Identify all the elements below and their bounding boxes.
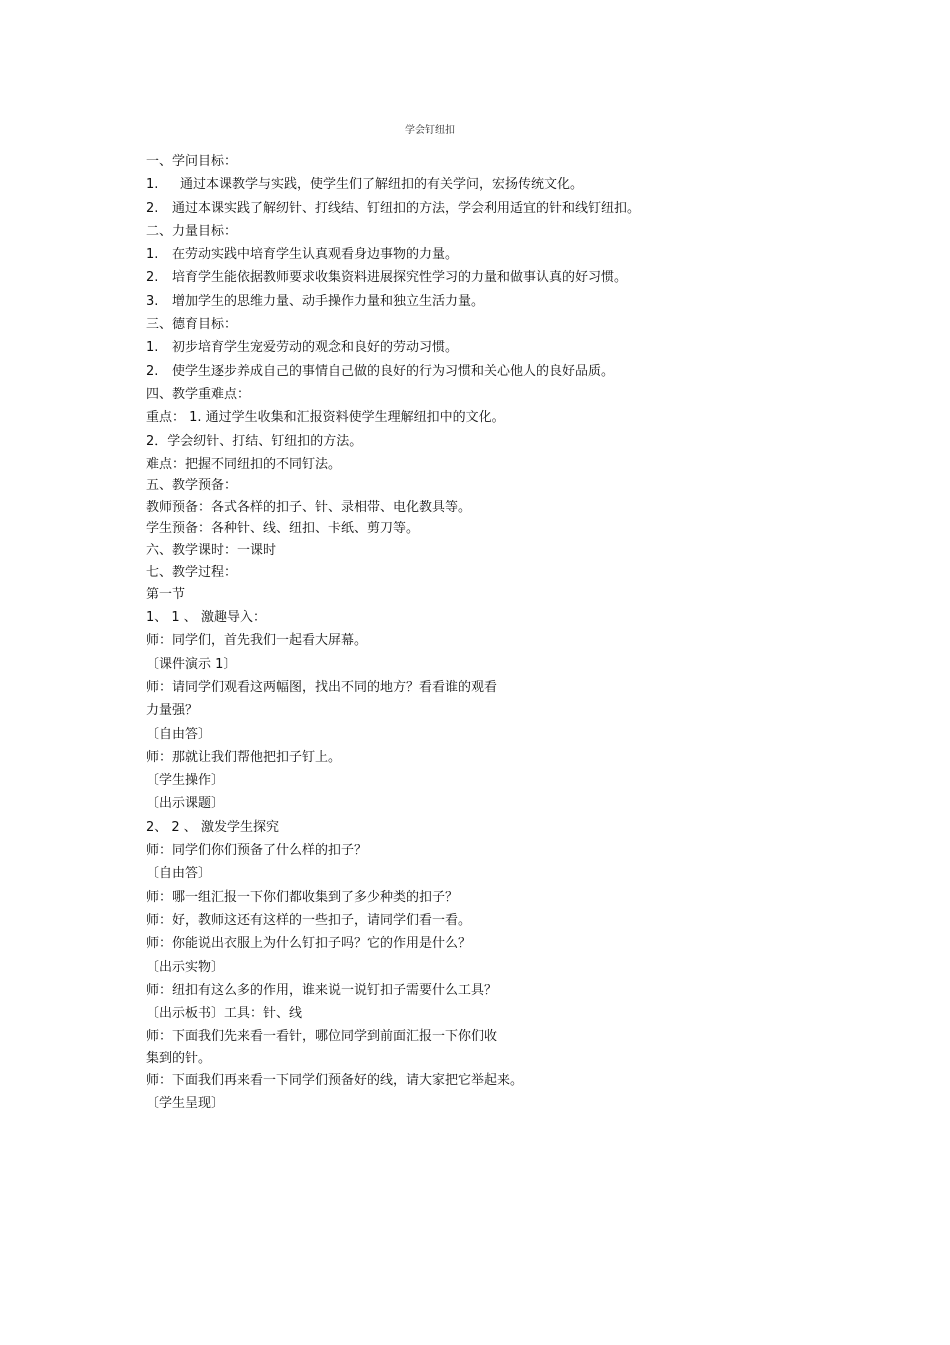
list-item — [146, 197, 786, 220]
list-item — [146, 266, 786, 289]
list-number: 1. — [146, 247, 159, 263]
list-number: 3. — [146, 293, 159, 309]
text-line: 集到的针。 — [146, 1050, 212, 1066]
list-text: 通过本课教学与实践，使学生们了解纽扣的有关学问，宏扬传统文化。 — [180, 177, 584, 193]
text-line: 学生预备：各种针、线、纽扣、卡纸、剪刀等。 — [146, 521, 420, 537]
list-text: 增加学生的思维力量、动手操作力量和独立生活力量。 — [172, 293, 485, 309]
text-line: 〔出示课题〕 — [146, 796, 225, 812]
text-line: 师：你能说出衣服上为什么钉扣子吗？它的作用是什么？ — [146, 936, 472, 952]
list-text: 初步培育学生宠爱劳动的观念和良好的劳动习惯。 — [172, 340, 459, 356]
text-line: 〔学生操作〕 — [146, 773, 225, 789]
text-line: 师：同学们，首先我们一起看大屏幕。 — [146, 633, 368, 649]
list-item — [146, 173, 786, 196]
document-title: 学会钉纽扣 — [405, 125, 455, 136]
text-line: 〔自由答〕 — [146, 726, 212, 742]
text-line: 师：哪一组汇报一下你们都收集到了多少种类的扣子？ — [146, 889, 459, 905]
heading-teaching-process: 七、教学过程： — [146, 564, 238, 580]
list-number: 2. — [146, 200, 159, 216]
list-item — [146, 336, 786, 359]
text-line: 师：下面我们再来看一下同学们预备好的线，请大家把它举起来。 — [146, 1072, 524, 1088]
list-text: 培育学生能依据教师要求收集资料进展探究性学习的力量和做事认真的好习惯。 — [172, 270, 628, 286]
list-item — [146, 243, 786, 266]
text-line: 师：请同学们观看这两幅图，找出不同的地方？看看谁的观看 — [146, 679, 498, 695]
text-line: 〔学生呈现〕 — [146, 1095, 225, 1111]
text-line: 2、 2 、 激发学生探究 — [146, 819, 279, 835]
text-line: 师：那就让我们帮他把扣子钉上。 — [146, 749, 342, 765]
list-number: 1. — [146, 177, 159, 193]
text-line: 〔自由答〕 — [146, 866, 212, 882]
text-line: 重点： 1. 通过学生收集和汇报资料使学生理解纽扣中的文化。 — [146, 410, 505, 426]
text-line: 1、 1 、 激趣导入： — [146, 610, 266, 626]
list-number: 1. — [146, 340, 159, 356]
text-line: 〔课件演示 1〕 — [146, 656, 237, 672]
section-label: 第一节 — [146, 586, 186, 602]
document-body — [146, 150, 786, 1115]
list-number: 2. — [146, 363, 159, 379]
heading-preparation: 五、教学预备： — [146, 478, 238, 494]
list-item — [146, 360, 786, 383]
text-line: 〔出示实物〕 — [146, 959, 225, 975]
text-line: 教师预备：各式各样的扣子、针、录相带、电化教具等。 — [146, 500, 472, 516]
heading-ability-goals: 二、力量目标： — [146, 223, 238, 239]
list-text: 使学生逐步养成自己的事情自己做的良好的行为习惯和关心他人的良好品质。 — [172, 363, 615, 379]
text-line: 师：同学们你们预备了什么样的扣子？ — [146, 843, 368, 859]
text-line: 力量强？ — [146, 703, 199, 719]
text-line: 2．学会纫针、打结、钉纽扣的方法。 — [146, 433, 363, 449]
heading-knowledge-goals: 一、学问目标： — [146, 154, 238, 169]
list-number: 2. — [146, 270, 159, 286]
text-line: 师：纽扣有这么多的作用，谁来说一说钉扣子需要什么工具？ — [146, 982, 498, 998]
list-item — [146, 290, 786, 313]
text-line: 师：下面我们先来看一看针，哪位同学到前面汇报一下你们收 — [146, 1029, 498, 1045]
heading-class-hours: 六、教学课时：一课时 — [146, 543, 277, 559]
text-line: 师：好，教师这还有这样的一些扣子，请同学们看一看。 — [146, 912, 472, 928]
text-line: 〔出示板书〕工具：针、线 — [146, 1006, 303, 1022]
text-line: 难点：把握不同纽扣的不同钉法。 — [146, 456, 342, 472]
heading-moral-goals: 三、德育目标： — [146, 317, 238, 333]
list-text: 在劳动实践中培育学生认真观看身边事物的力量。 — [172, 247, 459, 263]
heading-key-points: 四、教学重难点： — [146, 386, 251, 402]
list-text: 通过本课实践了解纫针、打线结、钉纽扣的方法，学会利用适宜的针和线钉纽扣。 — [172, 200, 641, 216]
